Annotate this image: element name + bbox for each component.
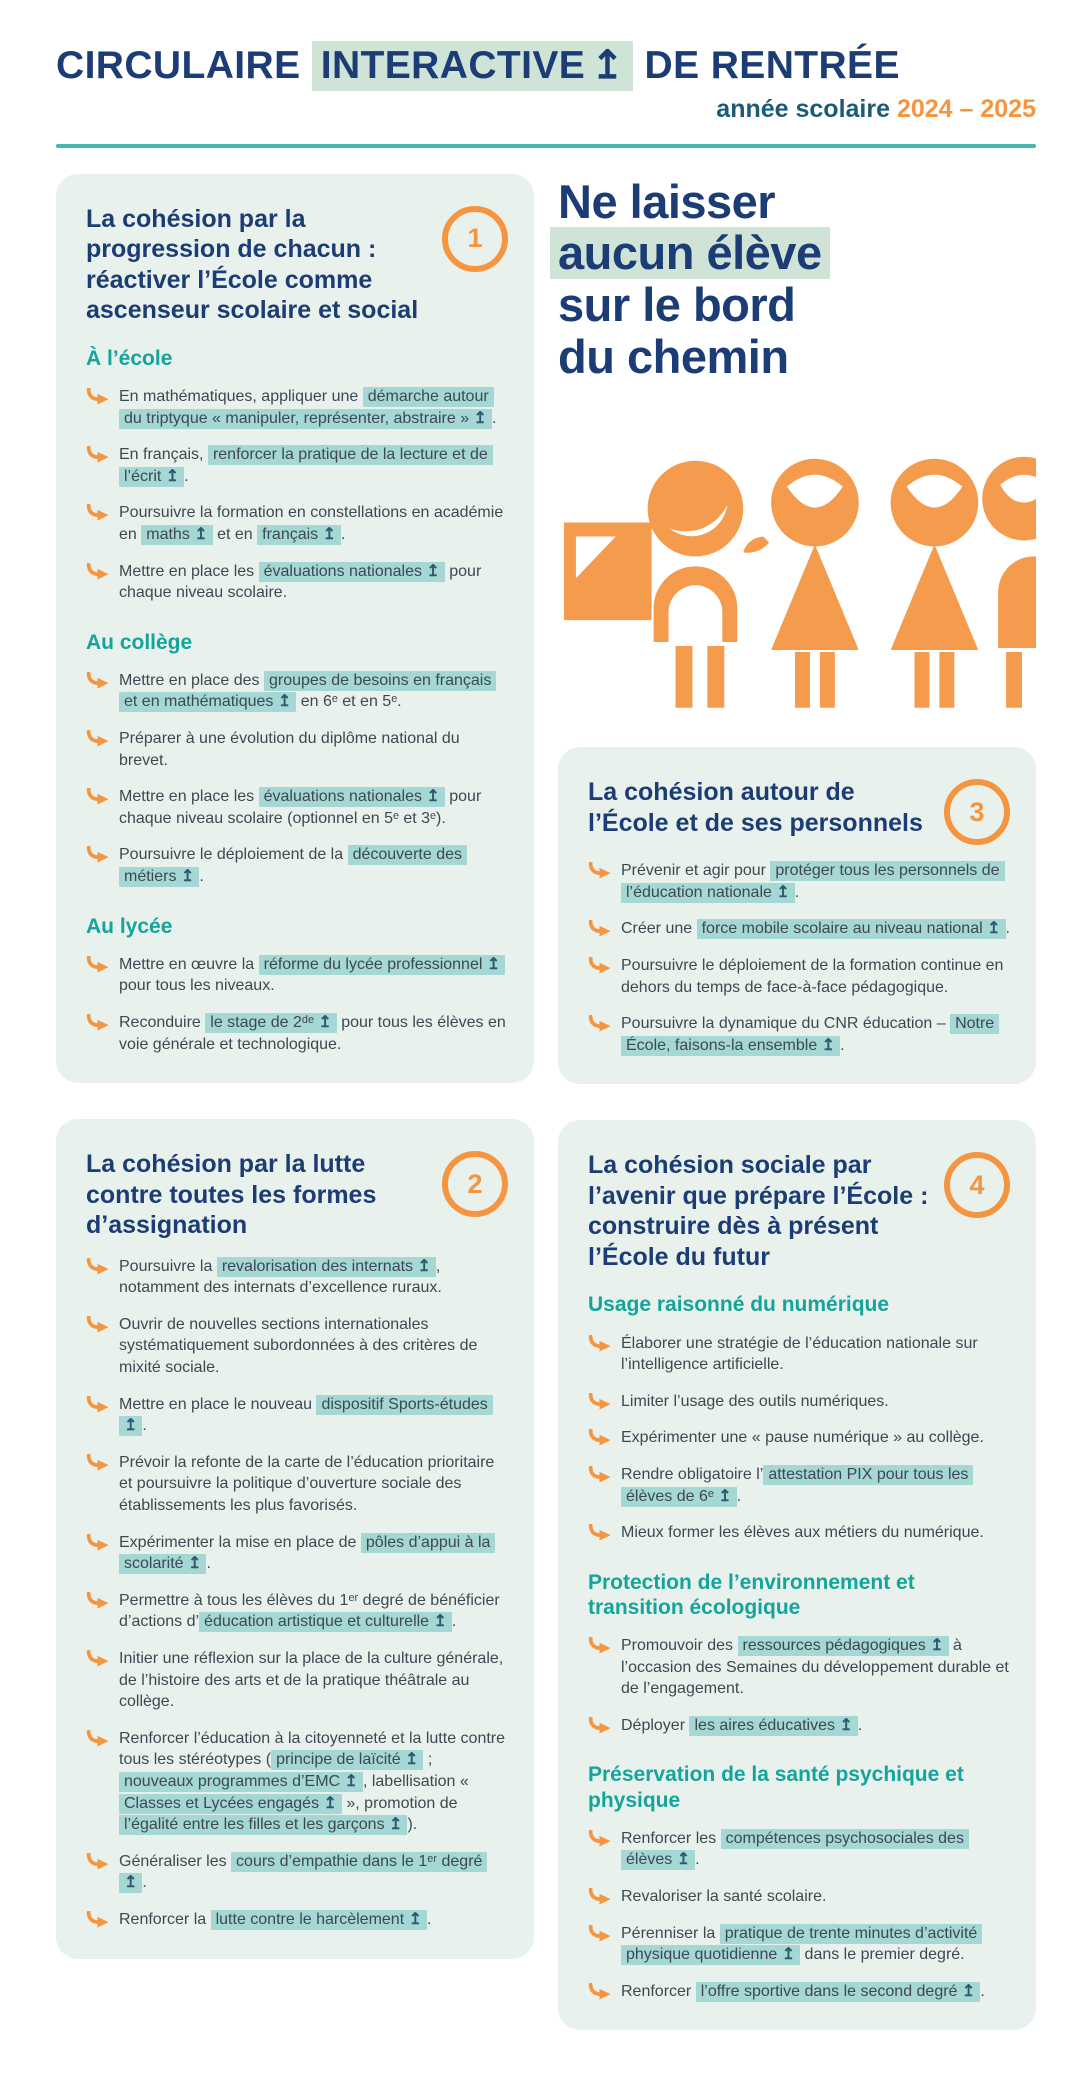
interactive-link[interactable]: français ↥ [257, 525, 341, 545]
link-arrow-icon: ↥ [124, 1417, 138, 1435]
hero-block [558, 174, 1036, 711]
item-text: Mettre en place le nouveau dispositif Sports-études ↥ . [119, 1394, 508, 1437]
item-text: Élaborer une stratégie de l’éducation nationale sur l’intelligence artificielle. [621, 1334, 978, 1374]
item-text: Déployer les aires éducatives ↥ . [621, 1716, 863, 1734]
link-arrow-icon: ↥ [277, 693, 292, 711]
item-text: Mieux former les élèves aux métiers du numérique. [621, 1524, 984, 1542]
interactive-link[interactable]: principe de laïcité ↥ [271, 1750, 423, 1770]
card-body [86, 346, 508, 1055]
card-cohesion-personnels [558, 747, 1036, 1084]
card-cohesion-progression [56, 174, 534, 1083]
item-text: Mettre en place les évaluations nationales ↥ pour chaque niveau scolaire (optionnel en 5ᵉ et 3ᵉ). [119, 788, 482, 827]
bullet-arrow-icon [86, 672, 109, 713]
interactive-link[interactable]: pratique de trente minutes d’activité physique quotidienne ↥ [621, 1924, 982, 1966]
card-number-badge: 4 [944, 1152, 1010, 1218]
card-title: La cohésion autour de l’École et de ses personnels [588, 778, 923, 837]
card-head [588, 1150, 1010, 1272]
bullet-arrow-icon [86, 1911, 109, 1931]
hero-title [558, 176, 1036, 383]
bullet-arrow-icon [86, 1730, 109, 1836]
interactive-link[interactable]: Classes et Lycées engagés ↥ [119, 1794, 342, 1814]
link-arrow-icon: ↥ [473, 409, 487, 427]
item-text: Renforcer l’éducation à la citoyenneté et la lutte contre tous les stéréotypes ( principe de laïcité ↥ ; nouveaux programmes d’EMC ↥ , labellisation « Classes et Lycées engagés ↥ », promotion de l’égalité entre les filles et les garçons ↥ ). [119, 1729, 506, 1834]
hero-line: Ne laisser [558, 174, 776, 228]
link-arrow-icon: ↥ [591, 44, 625, 87]
item-text: Rendre obligatoire l’ attestation PIX pour tous les élèves de 6ᵉ ↥ . [621, 1464, 1010, 1507]
title-part-2: DE RENTRÉE [644, 44, 900, 87]
item-text: Renforcer les compétences psychosociales des élèves ↥ . [621, 1828, 1010, 1871]
link-arrow-icon: ↥ [433, 1613, 447, 1631]
interactive-link[interactable]: renforcer la pratique de la lecture et de l’écrit ↥ [119, 445, 493, 487]
list-item [86, 444, 508, 487]
item-text: Poursuivre la revalorisation des internats ↥ , notamment des internats d’excellence ruraux. [119, 1257, 442, 1297]
bullet-arrow-icon [86, 1316, 109, 1379]
list-item [86, 728, 508, 771]
page-header [56, 42, 1036, 148]
card-head [86, 204, 508, 326]
list-item [86, 670, 508, 713]
teal-divider [56, 144, 1036, 148]
subtitle-years: 2024 – 2025 [896, 94, 1036, 123]
list-item [588, 1522, 1010, 1544]
list-item [588, 1013, 1010, 1056]
card-title: La cohésion sociale par l’avenir que prépare l’École : construire dès à présent l’École du futur [588, 1151, 929, 1271]
title-part-1: CIRCULAIRE [56, 44, 301, 87]
link-arrow-icon: ↥ [930, 1637, 944, 1655]
card-body [86, 1256, 508, 1931]
item-text: Promouvoir des ressources pédagogiques ↥ à l’occasion des Semaines du développement durable et de l’engagement. [621, 1637, 1009, 1698]
list-item [86, 1728, 508, 1836]
card-title: La cohésion par la lutte contre toutes les formes d’assignation [86, 1150, 377, 1240]
link-arrow-icon: ↥ [165, 467, 180, 485]
link-arrow-icon: ↥ [194, 525, 208, 543]
interactive-link[interactable]: démarche autour du triptyque « manipuler, représenter, abstraire » ↥ [119, 387, 494, 429]
interactive-link[interactable]: groupes de besoins en français et en mathématiques ↥ [119, 671, 496, 713]
card-head [588, 777, 1010, 845]
interactive-link[interactable]: évaluations nationales ↥ [259, 787, 445, 807]
list-item [588, 1886, 1010, 1908]
bullet-arrow-icon [588, 1717, 611, 1737]
interactive-link[interactable]: force mobile scolaire au niveau national ↥ [697, 919, 1006, 939]
interactive-link[interactable]: l’égalité entre les filles et les garçons ↥ [119, 1815, 407, 1835]
bullet-arrow-icon [86, 1014, 109, 1055]
group-heading: Préservation de la santé psychique et physique [588, 1763, 964, 1812]
card-number-badge: 1 [442, 206, 508, 272]
interactive-link[interactable]: lutte contre le harcèlement ↥ [211, 1910, 427, 1930]
list-item [86, 844, 508, 887]
two-column-layout [56, 174, 1036, 2031]
list-item [86, 502, 508, 545]
list-item [588, 1828, 1010, 1871]
list-item [86, 1452, 508, 1517]
item-text: Poursuivre la dynamique du CNR éducation – Notre École, faisons-la ensemble ↥ . [621, 1013, 1010, 1056]
link-arrow-icon: ↥ [318, 1014, 332, 1031]
title-interactive-link[interactable]: INTERACTIVE ↥ [312, 41, 634, 91]
interactive-link[interactable]: protéger tous les personnels de l’éducation nationale ↥ [621, 861, 1005, 903]
link-arrow-icon: ↥ [188, 1555, 202, 1573]
link-arrow-icon: ↥ [718, 1487, 732, 1505]
list-item [588, 918, 1010, 940]
group-heading: À l’école [86, 346, 173, 370]
item-text: Limiter l’usage des outils numériques. [621, 1392, 889, 1410]
interactive-link[interactable]: Notre École, faisons-la ensemble ↥ [621, 1014, 999, 1056]
bullet-arrow-icon [86, 1853, 109, 1894]
item-text: Renforcer l’offre sportive dans le second degré ↥ . [621, 1982, 985, 2000]
item-text: Créer une force mobile scolaire au niveau national ↥ . [621, 920, 1010, 938]
item-text: En français, renforcer la pratique de la lecture et de l’écrit ↥ . [119, 444, 508, 487]
interactive-link[interactable]: pôles d’appui à la scolarité ↥ [119, 1533, 495, 1575]
card-head [86, 1149, 508, 1241]
bullet-arrow-icon [588, 1393, 611, 1413]
item-text: Mettre en place des groupes de besoins en français et en mathématiques ↥ en 6ᵉ et en 5ᵉ. [119, 670, 508, 713]
list-item [86, 954, 508, 997]
card-number-badge: 3 [944, 779, 1010, 845]
bullet-arrow-icon [588, 862, 611, 903]
interactive-link[interactable]: découverte des métiers ↥ [119, 845, 467, 887]
list-item [86, 1909, 508, 1931]
bullet-arrow-icon [588, 1335, 611, 1376]
link-arrow-icon: ↥ [389, 1816, 403, 1834]
hero-line-highlighted: aucun élève [550, 227, 830, 279]
bullet-arrow-icon [86, 1396, 109, 1437]
bullet-arrow-icon [588, 1466, 611, 1507]
list-item [588, 1427, 1010, 1449]
school-year-subtitle [56, 95, 1036, 124]
page-title [56, 42, 1036, 91]
item-text: Généraliser les cours d’empathie dans le 1ᵉʳ degré ↥ . [119, 1851, 508, 1894]
list-item [86, 1012, 508, 1055]
link-arrow-icon: ↥ [987, 920, 1001, 938]
bullet-arrow-icon [86, 956, 109, 997]
interactive-link[interactable]: éducation artistique et culturelle ↥ [199, 1612, 452, 1632]
bullet-arrow-icon [588, 957, 611, 998]
item-text: Expérimenter une « pause numérique » au collège. [621, 1429, 984, 1447]
group-heading: Au collège [86, 630, 193, 654]
item-text: Prévenir et agir pour protéger tous les personnels de l’éducation nationale ↥ . [621, 860, 1010, 903]
item-text: Expérimenter la mise en place de pôles d’appui à la scolarité ↥ . [119, 1532, 508, 1575]
group-heading: Usage raisonné du numérique [588, 1293, 890, 1317]
list-item [588, 1464, 1010, 1507]
bullet-arrow-icon [86, 846, 109, 887]
bullet-arrow-icon [86, 1650, 109, 1713]
bullet-arrow-icon [588, 1888, 611, 1908]
item-text: Revaloriser la santé scolaire. [621, 1888, 827, 1906]
hero-line: du chemin [558, 329, 789, 383]
link-arrow-icon: ↥ [426, 788, 440, 806]
interactive-link[interactable]: cours d’empathie dans le 1ᵉʳ degré ↥ [119, 1852, 487, 1894]
link-arrow-icon: ↥ [322, 525, 337, 543]
interactive-link[interactable]: ressources pédagogiques ↥ [738, 1636, 949, 1656]
list-item [86, 1648, 508, 1713]
card-body [588, 860, 1010, 1056]
interactive-link[interactable]: les aires éducatives ↥ [689, 1716, 857, 1736]
item-text: Ouvrir de nouvelles sections internationales systématiquement subordonnées à des critères de mixité sociale. [119, 1315, 478, 1377]
students-illustration [558, 411, 1036, 712]
link-arrow-icon: ↥ [180, 868, 195, 886]
item-text: Initier une réflexion sur la place de la culture générale, de l’histoire des arts et de la pratique théâtrale au collège. [119, 1650, 504, 1711]
bullet-arrow-icon [86, 1258, 109, 1299]
interactive-link[interactable]: attestation PIX pour tous les élèves de 6ᵉ ↥ [621, 1465, 973, 1507]
card-body [588, 1292, 1010, 2002]
list-item [588, 860, 1010, 903]
list-item [588, 1391, 1010, 1413]
item-text: Poursuivre le déploiement de la formation continue en dehors du temps de face-à-face pédagogique. [621, 957, 1004, 996]
item-text: Mettre en œuvre la réforme du lycée professionnel ↥ pour tous les niveaux. [119, 954, 508, 997]
bullet-arrow-icon [588, 1925, 611, 1966]
list-item [86, 1256, 508, 1299]
link-arrow-icon: ↥ [839, 1716, 853, 1734]
card-title: La cohésion par la progression de chacun : réactiver l’École comme ascenseur scolaire et social [86, 204, 419, 325]
bullet-arrow-icon [588, 1015, 611, 1056]
list-item [588, 1333, 1010, 1376]
card-number-badge: 2 [442, 1151, 508, 1217]
list-item [86, 1851, 508, 1894]
link-arrow-icon: ↥ [323, 1794, 337, 1812]
left-column [56, 174, 534, 1959]
interactive-link[interactable]: dispositif Sports-études ↥ [119, 1395, 493, 1437]
list-item [588, 955, 1010, 998]
interactive-link[interactable]: revalorisation des internats ↥ [217, 1257, 436, 1277]
interactive-link[interactable]: réforme du lycée professionnel ↥ [259, 955, 506, 975]
bullet-arrow-icon [86, 504, 109, 545]
interactive-link[interactable]: nouveaux programmes d’EMC ↥ [119, 1772, 363, 1792]
link-arrow-icon: ↥ [961, 1982, 976, 2000]
link-arrow-icon: ↥ [776, 883, 790, 901]
list-item [588, 1635, 1010, 1700]
bullet-arrow-icon [86, 788, 109, 829]
link-arrow-icon: ↥ [781, 1946, 796, 1964]
bullet-arrow-icon [86, 563, 109, 604]
item-text: En mathématiques, appliquer une démarche autour du triptyque « manipuler, représenter, abstraire » ↥ . [119, 387, 497, 427]
link-arrow-icon: ↥ [408, 1910, 422, 1928]
list-item [86, 1314, 508, 1379]
list-item [86, 386, 508, 429]
bullet-arrow-icon [588, 1524, 611, 1544]
list-item [86, 561, 508, 604]
interactive-link[interactable]: l’offre sportive dans le second degré ↥ [696, 1982, 981, 2002]
item-text: Pérenniser la pratique de trente minutes d’activité physique quotidienne ↥ dans le premier degré. [621, 1923, 1010, 1966]
item-text: Reconduire le stage de 2ᵈᵉ ↥ pour tous les élèves en voie générale et technologique. [119, 1014, 506, 1053]
link-arrow-icon: ↥ [426, 562, 440, 580]
interactive-link[interactable]: maths ↥ [141, 525, 212, 545]
item-text: Mettre en place les évaluations nationales ↥ pour chaque niveau scolaire. [119, 562, 482, 602]
list-item [588, 1981, 1010, 2003]
bullet-arrow-icon [86, 730, 109, 771]
hero-line: sur le bord [558, 278, 796, 332]
link-arrow-icon: ↥ [417, 1257, 431, 1275]
item-text: Poursuivre la formation en constellations en académie en maths ↥ et en français ↥ . [119, 504, 504, 543]
interactive-link[interactable]: compétences psychosociales des élèves ↥ [621, 1829, 969, 1871]
list-item [86, 1532, 508, 1575]
interactive-link[interactable]: le stage de 2ᵈᵉ ↥ [205, 1013, 336, 1033]
group-heading: Au lycée [86, 914, 173, 938]
list-item [588, 1923, 1010, 1966]
bullet-arrow-icon [588, 1637, 611, 1700]
bullet-arrow-icon [86, 388, 109, 429]
bullet-arrow-icon [86, 446, 109, 487]
list-item [86, 1394, 508, 1437]
link-arrow-icon: ↥ [344, 1772, 358, 1790]
bullet-arrow-icon [86, 1454, 109, 1517]
bullet-arrow-icon [588, 1830, 611, 1871]
interactive-link[interactable]: évaluations nationales ↥ [259, 562, 445, 582]
item-text: Renforcer la lutte contre le harcèlement ↥ . [119, 1910, 432, 1928]
right-column [558, 174, 1036, 2031]
item-text: Prévoir la refonte de la carte de l’éducation prioritaire et poursuivre la politique d’ouverture sociale des établissements les plus favorisés. [119, 1453, 495, 1515]
bullet-arrow-icon [588, 1983, 611, 2003]
bullet-arrow-icon [86, 1534, 109, 1575]
item-text: Permettre à tous les élèves du 1ᵉʳ degré de bénéficier d’actions d’ éducation artistique et culturelle ↥ . [119, 1591, 500, 1631]
list-item [588, 1715, 1010, 1737]
link-arrow-icon: ↥ [486, 955, 501, 973]
item-text: Préparer à une évolution du diplôme national du brevet. [119, 730, 460, 769]
link-arrow-icon: ↥ [821, 1036, 836, 1054]
link-arrow-icon: ↥ [124, 1874, 138, 1892]
bullet-arrow-icon [588, 920, 611, 940]
bullet-arrow-icon [86, 1592, 109, 1633]
bullet-arrow-icon [588, 1429, 611, 1449]
link-arrow-icon: ↥ [405, 1751, 419, 1769]
list-item [86, 786, 508, 829]
list-item [86, 1590, 508, 1633]
card-cohesion-avenir [558, 1120, 1036, 2030]
subtitle-label: année scolaire [716, 94, 891, 123]
card-cohesion-assignation [56, 1119, 534, 1958]
link-arrow-icon: ↥ [676, 1851, 691, 1869]
item-text: Poursuivre le déploiement de la découverte des métiers ↥ . [119, 844, 508, 887]
group-heading: Protection de l’environnement et transition écologique [588, 1570, 915, 1619]
